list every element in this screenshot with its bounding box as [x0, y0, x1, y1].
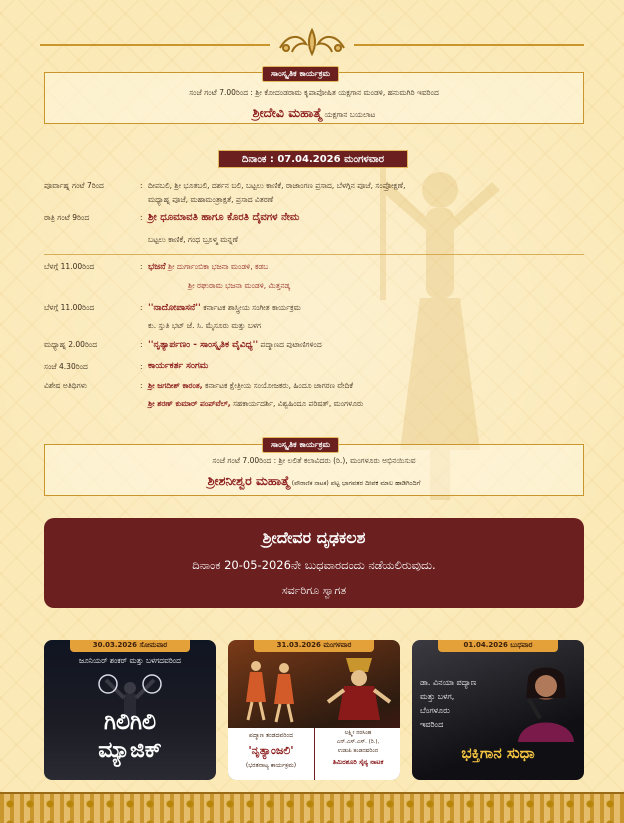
- event-card-dance-drama: [228, 640, 400, 780]
- banner-title: ಶ್ರೀದೇವರ ದೃಢಕಲಶ: [262, 528, 366, 547]
- schedule-desc: ಕರ್ನಾಟಕ ಶಾಸ್ತ್ರೀಯ ಸಂಗೀತ ಕಾರ್ಯಕ್ರಮ: [200, 303, 301, 312]
- event-card-magic: [44, 640, 216, 780]
- ornament-lamp-icon: [272, 24, 352, 60]
- date-bar: ದಿನಾಂಕ : 07.04.2026 ಮಂಗಳವಾರ: [218, 150, 408, 168]
- footer-border-ornament: [0, 792, 624, 823]
- banner-date-line: ದಿನಾಂಕ 20-05-2026ನೇ ಬುಧವಾರದಂದು ನಡೆಯಲಿರುವುದು.: [192, 558, 436, 572]
- card2-right-label: [314, 728, 400, 780]
- box1-subtitle: ಯಕ್ಷಗಾನ ಬಯಲಾಟ: [322, 110, 376, 119]
- card-caption: ಲಕ್ಷ್ಮೀ ನರಸಿಂಹ: [344, 730, 372, 736]
- schedule-time: ವಿಶೇಷ ಅತಿಥಿಗಳು: [44, 381, 88, 390]
- card-caption-3: ಉಡುಪಿ ತಂಡದವರಿಂದ: [337, 748, 379, 754]
- card-caption-3: ಬೆಂಗಳೂರು: [420, 706, 450, 715]
- schedule-time: ಪೂರ್ವಾಹ್ನ ಗಂಟೆ 7ರಿಂದ: [44, 181, 104, 190]
- schedule-highlight: ''ನಾದೋಪಾಸನೆ'': [148, 303, 201, 313]
- card-big-title-1: ಗಿಲಿಗಿಲಿ: [103, 710, 157, 735]
- box2-title: ಶ್ರೀಶನೀಶ್ವರ ಮಹಾತ್ಮೆ: [207, 473, 290, 488]
- schedule-desc-2: ಬಟ್ಟಲು ಕಾಣಿಕೆ, ಗಂಧ ಬ್ರೂಳ್ಮ ಮನ್ನಣೆ: [148, 235, 238, 244]
- card-big-title-2: ಮ್ಯಾಜಿಕ್: [98, 738, 162, 763]
- cultural-program-tag-1: ಸಾಂಸ್ಕೃತಿಕ ಕಾರ್ಯಕ್ರಮ: [262, 66, 339, 82]
- yakshagana-performer-icon: [324, 654, 394, 726]
- card-caption: ಪದ್ಮಾಣ ತಂಡದವರಿಂದ: [249, 732, 293, 739]
- box2-subtitle: ಪಟ್ಟ ಭಾಗವತರ ದೀಪಕ ಮಾಲ ಹಾಡಿಗಿಂದಿಗೆ: [328, 479, 421, 487]
- top-ornament: [0, 20, 624, 60]
- schedule-desc: ಕರ್ನಾಟಕ ಕ್ಷೇತ್ರೀಯ ಸಂಯೋಜಕರು, ಹಿಂದೂ ಜಾಗರಣ ವೇದಿಕೆ: [202, 381, 354, 390]
- card-date: 31.03.2026 ಮಂಗಳವಾರ: [254, 640, 374, 652]
- card2-left-label: [228, 728, 314, 780]
- cultural-program-tag-2: ಸಾಂಸ್ಕೃತಿಕ ಕಾರ್ಯಕ್ರಮ: [262, 437, 339, 453]
- card-date: 01.04.2026 ಬುಧವಾರ: [438, 640, 558, 652]
- schedule-desc: ಶ್ರೀ ದುರ್ಗಾಂಬಿಕಾ ಭಜನಾ ಮಂಡಳಿ, ಕಡಬ: [165, 262, 269, 271]
- schedule-highlight: ಭಜನೆ: [148, 262, 166, 272]
- kalasha-banner: [44, 518, 584, 608]
- schedule-time: ಸಂಜೆ 4.30ರಿಂದ: [44, 362, 88, 371]
- schedule-time: ಬೆಳಗ್ಗೆ 11.00ರಿಂದ: [44, 262, 95, 271]
- dancers-icon: [236, 656, 306, 726]
- box2-note: (ಪೌರಾಣಿಕ ನಾಟಕ): [289, 480, 329, 487]
- schedule-time: ರಾತ್ರಿ ಗಂಟೆ 9ರಿಂದ: [44, 213, 90, 222]
- schedule-desc-2: ಶ್ರೀ ರಘುರಾಮ ಭಜನಾ ಮಂಡಳಿ, ಮಿತ್ತನಡ್ಕ: [188, 281, 290, 290]
- card-date: 30.03.2026 ಸೋಮವಾರ: [70, 640, 190, 652]
- card-big-title: ಭಕ್ತಿಗಾನ ಸುಧಾ: [461, 744, 535, 762]
- schedule-desc: ಪದ್ಮಾಣದ ಪುಟಾಣಿಗಳಿಂದ: [258, 340, 322, 349]
- box1-title: ಶ್ರೀದೇವಿ ಮಹಾತ್ಮೆ: [252, 105, 323, 120]
- schedule-highlight-2: ಶ್ರೀ ಶರಣ್ ಕುಮಾರ್ ಪಂಪ್‌ವೆಲ್,: [148, 399, 231, 408]
- schedule-highlight: ಶ್ರೀ ಜಗದೀಶ್ ಕಾರಂತ,: [148, 381, 203, 390]
- card-caption: ಜೂನಿಯರ್ ಶಂಕರ್ ಮತ್ತು ಬಳಗದವರಿಂದ: [79, 656, 181, 665]
- box1-line1: ಸಂಜೆ ಗಂಟೆ 7.00ರಿಂದ : ಶ್ರೀ ಕೋದಂಡರಾಮ ಕೃಪಾಪೋಷಿತ ಯಕ್ಷಗಾನ ಮಂಡಳಿ, ಹನುಮಗಿರಿ ಇವರಿಂದ: [189, 88, 439, 97]
- box2-line1: ಸಂಜೆ ಗಂಟೆ 7.00ರಿಂದ : ಶ್ರೀ ಲಲಿತೆ ಕಲಾವಿದರು (ರಿ.), ಮಂಗಳೂರು ಅಭಿನಯಿಸುವ: [212, 456, 416, 465]
- box1-title-row: [44, 102, 584, 121]
- schedule-desc-2: ಮಧ್ಯಾಹ್ನ ಪೂಜೆ, ಮಹಾಮಂತ್ರಾಕ್ಷತೆ, ಪ್ರಸಾದ ವಿತರಣೆ: [148, 195, 274, 204]
- schedule-desc: ಶ್ರೀ ಧೂಮಾವತಿ ಹಾಗೂ ಕೊರತಿ ದೈವಗಳ ನೇಮ: [148, 212, 300, 223]
- card-caption-2: ಮತ್ತು ಬಳಗ,: [420, 692, 455, 701]
- schedule-desc: ದೀಪಬಲಿ, ಶ್ರೀ ಭೂತಬಲಿ, ದರ್ಶನ ಬಲಿ, ಬಟ್ಟಲು ಕಾಣಿಕೆ, ರಾಜಾಂಗಣ ಪ್ರಸಾದ, ಬೆಳಗ್ಗಿನ ಪೂಜೆ, ಸಂಪ್ರೋಕ್ಷಣೆ,: [148, 181, 406, 190]
- card-caption-1: ಡಾ. ವಿನಯಾ ಪದ್ಯಾಣ: [420, 678, 477, 687]
- card-caption-2: (ಭರತನಾಟ್ಯ ಕಾರ್ಯಕ್ರಮ): [245, 762, 297, 769]
- schedule-divider: [44, 254, 584, 255]
- card-title: 'ನೃತ್ಯಾಂಜಲಿ': [248, 744, 294, 757]
- card-caption-4: ಇವರಿಂದ: [420, 720, 444, 729]
- schedule-highlight: ''ನೃತ್ಯಾರ್ಪಣಂ - ಸಾಂಸ್ಕೃತಿಕ ವೈವಿಧ್ಯ'': [148, 340, 259, 350]
- singer-portrait-icon: [510, 658, 582, 742]
- banner-welcome: ಸರ್ವರಿಗೂ ಸ್ವಾಗತ: [281, 584, 347, 597]
- box2-title-row: [44, 470, 584, 489]
- card-caption-2: ಎನ್.ಎಸ್.ಎಸ್. (ರಿ.),: [336, 739, 380, 745]
- schedule-time: ಮಧ್ಯಾಹ್ನ 2.00ರಿಂದ: [44, 340, 98, 349]
- schedule-desc-2: ಸಹಕಾರ್ಯದರ್ಶಿ, ವಿಶ್ವಹಿಂದೂ ಪರಿಷತ್, ಮಂಗಳೂರು: [230, 399, 364, 408]
- schedule-time: ಬೆಳಗ್ಗೆ 11.00ರಿಂದ: [44, 303, 95, 312]
- schedule-highlight: ಕಾರ್ಯಕರ್ತ ಸಂಗಮ: [148, 361, 209, 371]
- schedule-desc-2: ಕು. ಸ್ತುತಿ ಭಟ್ ಜೆ. ಸಿ. ಮೈಸೂರು ಮತ್ತು ಬಳಗ: [148, 321, 262, 330]
- event-card-bhakti-gana: [412, 640, 584, 780]
- card-caption-4: ತಿಮಿರಶೂರಿ ಸೈನ್ಯ ನಾಟಕ: [332, 758, 384, 766]
